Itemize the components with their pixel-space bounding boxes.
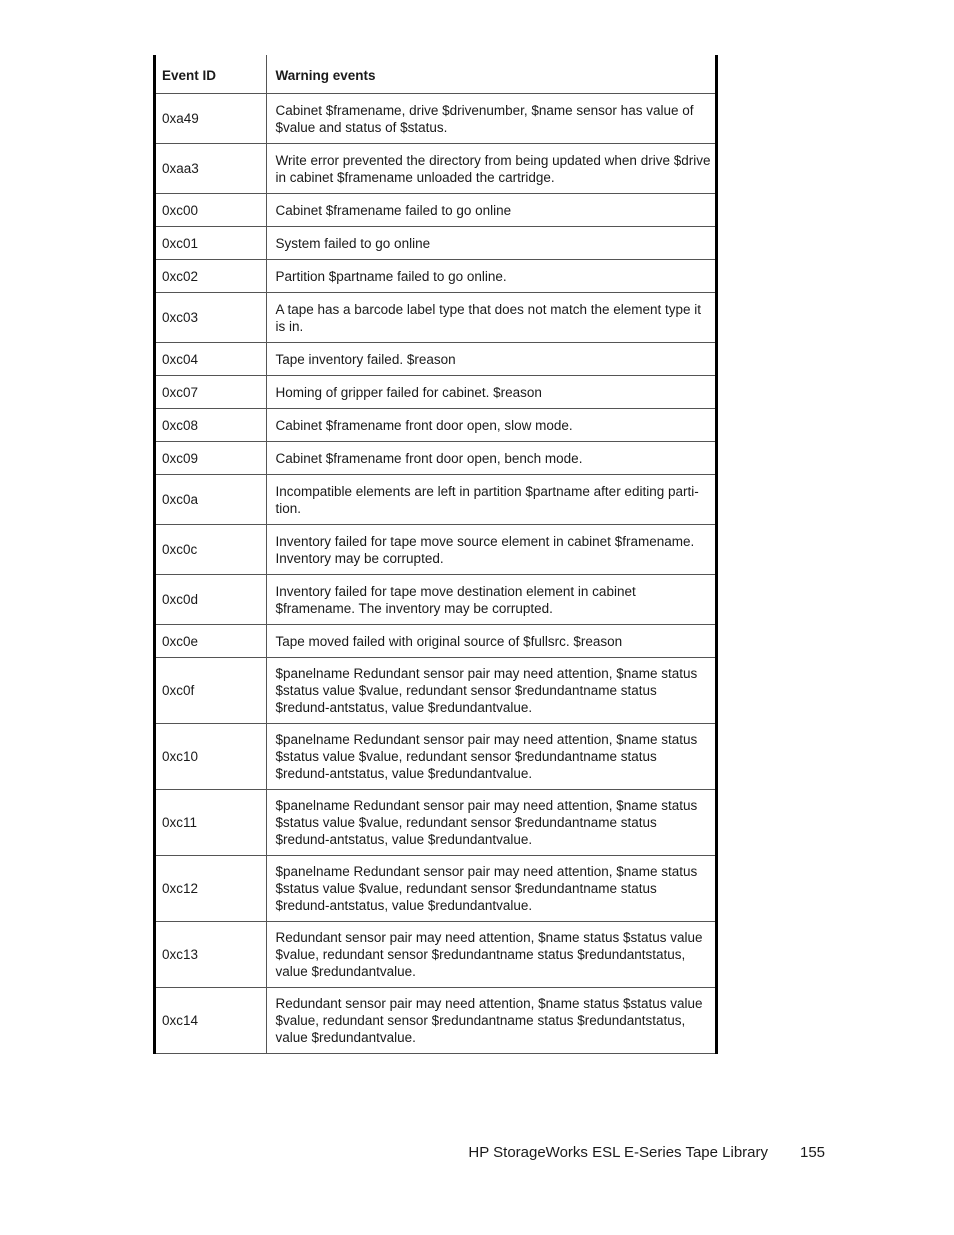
event-id-cell: 0xc12: [153, 856, 266, 922]
warning-event-cell: Homing of gripper failed for cabinet. $reason: [266, 376, 718, 409]
table-row: [153, 144, 718, 194]
warning-event-cell: Write error prevented the directory from being updated when drive $drive in cabinet $framename unloaded the cartridge.: [266, 144, 718, 194]
event-id-cell: 0xc02: [153, 260, 266, 293]
event-id-cell: 0xc10: [153, 724, 266, 790]
page-footer: [0, 1143, 954, 1163]
event-id-cell: 0xc00: [153, 194, 266, 227]
event-id-cell: 0xc07: [153, 376, 266, 409]
event-id-cell: 0xa49: [153, 94, 266, 144]
table-row: [153, 525, 718, 575]
table-row: [153, 658, 718, 724]
warning-event-cell: System failed to go online: [266, 227, 718, 260]
table-row: [153, 856, 718, 922]
footer-page-number: 155: [800, 1144, 826, 1161]
table-body: [153, 94, 718, 1054]
warning-event-cell: $panelname Redundant sensor pair may need attention, $name status $status value $value, redundant sensor $redundantname status $redund-antstatus, value $redundantvalue.: [266, 724, 718, 790]
warning-events-table-container: [153, 55, 718, 1054]
table-row: [153, 293, 718, 343]
event-id-cell: 0xc01: [153, 227, 266, 260]
table-left-rule: [153, 55, 156, 1054]
event-id-cell: 0xc11: [153, 790, 266, 856]
footer-document-title: HP StorageWorks ESL E-Series Tape Library: [468, 1144, 768, 1161]
warning-event-cell: Cabinet $framename front door open, slow mode.: [266, 409, 718, 442]
event-id-cell: 0xc14: [153, 988, 266, 1054]
event-id-cell: 0xc09: [153, 442, 266, 475]
table-row: [153, 625, 718, 658]
table-row: [153, 94, 718, 144]
table-row: [153, 343, 718, 376]
column-header-warning-events: Warning events: [266, 55, 718, 94]
warning-events-table: [153, 55, 718, 1054]
table-row: [153, 442, 718, 475]
warning-event-cell: Inventory failed for tape move source element in cabinet $framename. Inventory may be corrupted.: [266, 525, 718, 575]
table-row: [153, 724, 718, 790]
table-row: [153, 475, 718, 525]
warning-event-cell: Tape inventory failed. $reason: [266, 343, 718, 376]
table-row: [153, 194, 718, 227]
event-id-cell: 0xc0c: [153, 525, 266, 575]
table-row: [153, 790, 718, 856]
warning-event-cell: Cabinet $framename failed to go online: [266, 194, 718, 227]
event-id-cell: 0xc03: [153, 293, 266, 343]
event-id-cell: 0xaa3: [153, 144, 266, 194]
event-id-cell: 0xc0e: [153, 625, 266, 658]
table-row: [153, 575, 718, 625]
warning-event-cell: Cabinet $framename front door open, bench mode.: [266, 442, 718, 475]
table-header-row: [153, 55, 718, 94]
table-right-rule: [715, 55, 718, 1054]
warning-event-cell: Redundant sensor pair may need attention, $name status $status value $value, redundant sensor $redundantname status $redundantstatus, value $redundantvalue.: [266, 922, 718, 988]
table-row: [153, 376, 718, 409]
warning-event-cell: Partition $partname failed to go online.: [266, 260, 718, 293]
warning-event-cell: $panelname Redundant sensor pair may need attention, $name status $status value $value, redundant sensor $redundantname status $redund-antstatus, value $redundantvalue.: [266, 790, 718, 856]
table-row: [153, 227, 718, 260]
warning-event-cell: Incompatible elements are left in partition $partname after editing parti-tion.: [266, 475, 718, 525]
event-id-cell: 0xc08: [153, 409, 266, 442]
warning-event-cell: Redundant sensor pair may need attention, $name status $status value $value, redundant sensor $redundantname status $redundantstatus, value $redundantvalue.: [266, 988, 718, 1054]
table-row: [153, 988, 718, 1054]
warning-event-cell: Tape moved failed with original source of $fullsrc. $reason: [266, 625, 718, 658]
warning-event-cell: Inventory failed for tape move destination element in cabinet $framename. The inventory may be corrupted.: [266, 575, 718, 625]
event-id-cell: 0xc13: [153, 922, 266, 988]
warning-event-cell: A tape has a barcode label type that does not match the element type it is in.: [266, 293, 718, 343]
warning-event-cell: $panelname Redundant sensor pair may need attention, $name status $status value $value, redundant sensor $redundantname status $redund-antstatus, value $redundantvalue.: [266, 658, 718, 724]
warning-event-cell: Cabinet $framename, drive $drivenumber, $name sensor has value of $value and status of $status.: [266, 94, 718, 144]
event-id-cell: 0xc0f: [153, 658, 266, 724]
event-id-cell: 0xc0d: [153, 575, 266, 625]
warning-event-cell: $panelname Redundant sensor pair may need attention, $name status $status value $value, redundant sensor $redundantname status $redund-antstatus, value $redundantvalue.: [266, 856, 718, 922]
table-row: [153, 260, 718, 293]
table-row: [153, 922, 718, 988]
column-header-event-id: Event ID: [153, 55, 266, 94]
event-id-cell: 0xc04: [153, 343, 266, 376]
table-row: [153, 409, 718, 442]
event-id-cell: 0xc0a: [153, 475, 266, 525]
